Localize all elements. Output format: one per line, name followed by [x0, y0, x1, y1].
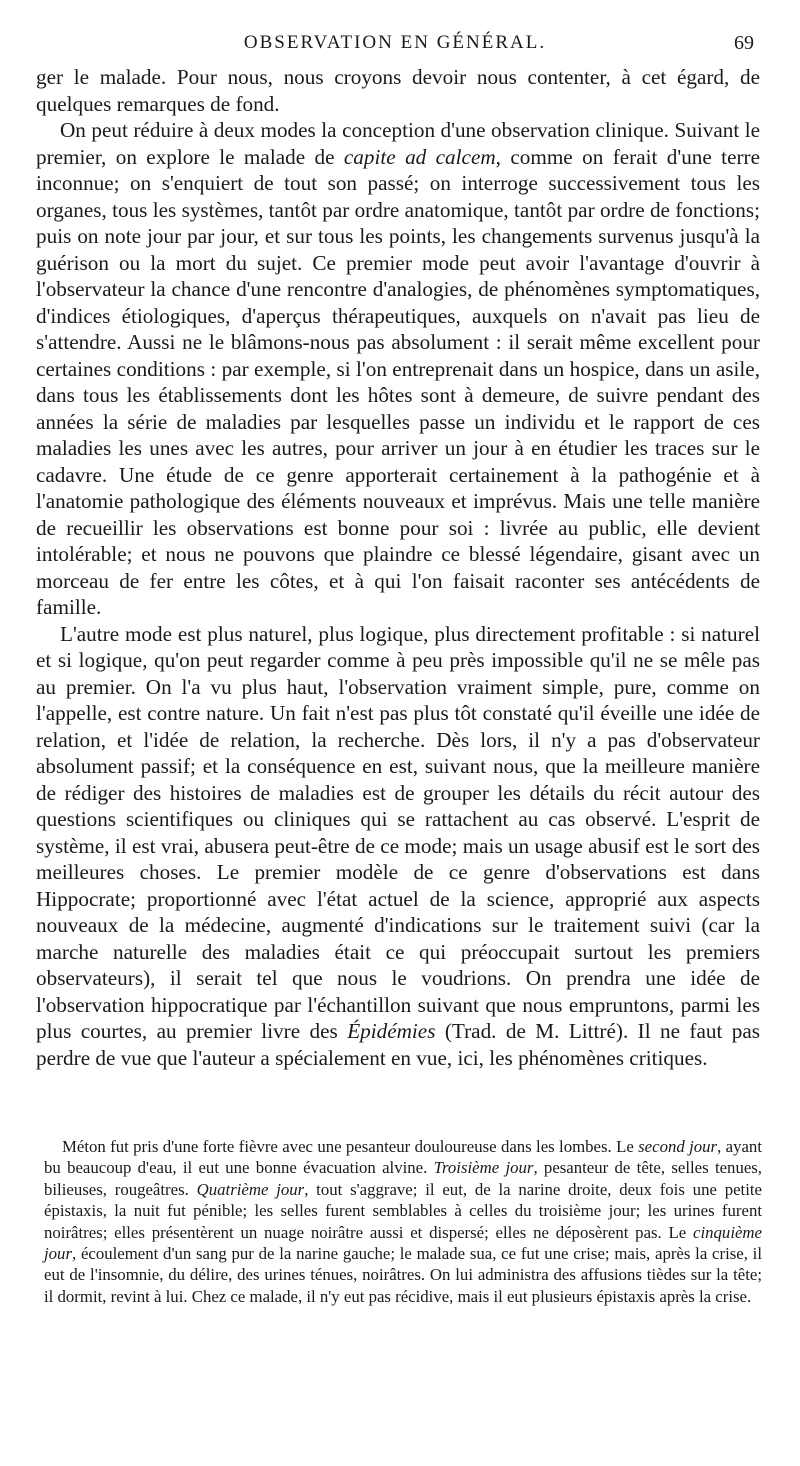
paragraph-2-text-b: , comme on ferait d'une terre inconnue; on s'enquiert de tout son passé; on interroge successivement tous les organes, tous les systèmes, tantôt par ordre anatomique, tantôt par ordre de fonctions; puis on note jour par jour, et sur tous les points, les changements survenus jusqu'à la guérison ou la mort du sujet. Ce premier mode peut avoir l'avantage d'ouvrir à l'observateur la chance d'une rencontre d'analogies, de phénomènes symptomatiques, d'indices étiologiques, d'aperçus thérapeutiques, auxquels on n'avait pas lieu de s'attendre. Aussi ne le blâmons-nous pas absolument : il serait même excellent pour certaines conditions : par exemple, si l'on entreprenait dans un hospice, dans un asile, dans tous les établissements dont les hôtes sont à demeure, de suivre pendant des années la série de maladies par lesquelles passe un individu et le rapport de ces maladies les unes avec les autres, pour arriver un jour à en étudier les traces sur le cadavre. Une étude de ce genre apporterait certainement à la pathogénie et à l'anatomie pathologique des éléments nouveaux et imprévus. Mais une telle manière de recueillir les observations est bonne pour soi : livrée au public, elle devient intolérable; et nous ne pouvons que plaindre ce blessé légendaire, gisant avec un morceau de fer entre les côtes, et à qui l'on faisait raconter ses antécédents de famille.	[36, 144, 760, 619]
paragraph-1-text: ger le malade. Pour nous, nous croyons devoir nous contenter, à cet égard, de quelques remarques de fond.	[36, 65, 760, 116]
paragraph-continuation	[36, 64, 760, 117]
paragraph-3-text-a: L'autre mode est plus naturel, plus logique, plus directement profitable : si naturel et si logique, qu'on peut regarder comme à peu près impossible qu'il ne se mêle pas au premier. On l'a vu plus haut, l'observation vraiment simple, pure, comme on l'appelle, est contre nature. Un fait n'est pas plus tôt constaté qu'il éveille une idée de relation, et l'idée de relation, la recherche. Dès lors, il n'y a pas d'observateur absolument passif; et la conséquence en est, suivant nous, que la meilleure manière de rédiger des histoires de maladies est de grouper les détails du récit autour des questions scientifiques ou cliniques qui se rattachent au cas observé. L'esprit de système, il est vrai, abusera peut-être de ce mode; mais un usage abusif est le sort des meilleures choses. Le premier modèle de ce genre d'observations est dans Hippocrate; proportionné avec l'état actuel de la science, approprié aux aspects nouveaux de la médecine, augmenté d'indications sur le traitement suivi (car la marche naturelle des maladies était ce qui préoccupait surtout les premiers observateurs), il serait tel que nous le voudrions. On prendra une idée de l'observation hippocratique par l'échantillon suivant que nous empruntons, parmi les plus courtes, au premier livre des	[36, 621, 760, 1043]
paragraph-2-text-a: On peut réduire à deux modes la conception d'une observation clinique. Suivant le premier, on explore le malade de	[36, 118, 760, 169]
case-text-c: , pesanteur de tête, selles tenues, bilieuses, rougeâtres.	[44, 1158, 763, 1199]
case-text-d: , tout s'aggrave; il eut, de la narine droite, deux fois une petite épistaxis, la nuit fut pénible; les selles furent semblables à celles du troisième jour; les urines furent noirâtres; elles présentèrent un nuage noirâtre aussi et dispersé; elles ne déposèrent pas. Le	[44, 1179, 762, 1242]
paragraph-3-text-b: (Trad. de M. Littré). Il ne faut pas perdre de vue que l'auteur a spécialement en vue, ici, les phénomènes critiques.	[36, 1019, 761, 1070]
case-text-e: , écoulement d'un sang pur de la narine gauche; le malade sua, ce fut une crise; mais, après la crise, il eut de l'insomnie, du délire, des urines ténues, noirâtres. On lui administra des affusions tièdes sur la tête; il dormit, revint à lui. Chez ce malade, il n'y eut pas récidive, mais il eut plusieurs épistaxis après la crise.	[44, 1244, 762, 1306]
book-title: Épidémies	[347, 1019, 436, 1043]
day-label-fifth: cinquième jour	[44, 1222, 762, 1264]
case-text-a: Méton fut pris d'une forte fièvre avec une pesanteur douloureuse dans les lombes. Le	[62, 1137, 639, 1156]
day-label-fourth: Quatrième jour	[196, 1179, 305, 1199]
day-label-third: Troisième jour	[433, 1158, 534, 1178]
latin-phrase: capite ad calcem	[343, 144, 496, 169]
running-head	[36, 32, 754, 58]
case-excerpt	[44, 1136, 762, 1307]
paragraph-other-mode	[36, 621, 760, 1072]
day-label-second: second jour	[638, 1137, 718, 1156]
page-number: 69	[734, 32, 754, 54]
running-title: OBSERVATION EN GÉNÉRAL.	[243, 32, 547, 53]
case-text-b: , ayant bu beaucoup d'eau, il eut une bonne évacuation alvine.	[44, 1137, 762, 1178]
case-text	[44, 1136, 762, 1307]
main-text	[36, 64, 760, 1071]
paragraph-two-modes	[36, 117, 760, 621]
